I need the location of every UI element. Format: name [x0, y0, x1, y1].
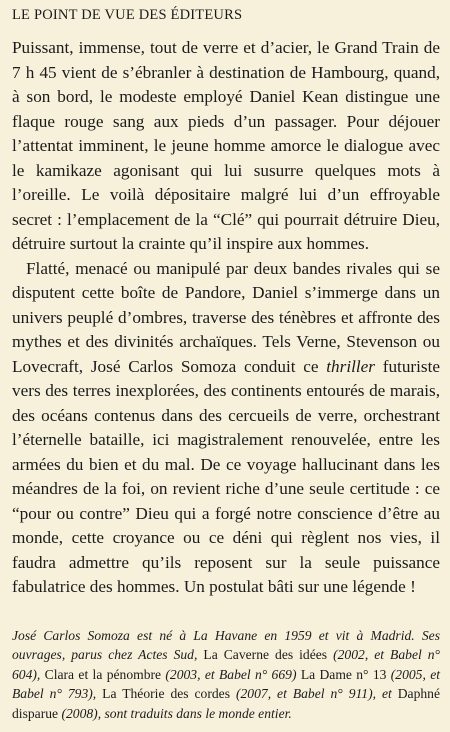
- book-title-4: La Théorie des cordes: [102, 686, 231, 702]
- book-title-2: Clara et la pénombre: [44, 666, 162, 682]
- book-title-3: La Dame n° 13: [300, 666, 387, 682]
- section-heading: LE POINT DE VUE DES ÉDITEURS: [12, 7, 243, 23]
- summary-paragraph-2: [12, 257, 440, 600]
- paragraph2-text-a: Flatté, menacé ou manipulé par deux bandes rivales qui se disputent cette boîte de Pandore, Daniel s’immerge dans un univers peuplé d’ombres, traverse des ténèbres et affronte des mythes et des divinités archaïques. Tels Verne, Stevenson ou Lovecraft, José Carlos Somoza conduit ce: [12, 258, 440, 376]
- bio-text-1: (2002, et Babel n° 604),: [12, 647, 440, 682]
- thriller-word: thriller: [326, 356, 375, 376]
- book-title-5: Daphné disparue: [12, 686, 441, 721]
- bio-text-4: (2007, et Babel n° 911), et: [230, 686, 398, 702]
- author-bio: [12, 626, 440, 724]
- book-title-1: La Caverne des idées: [203, 647, 328, 663]
- paragraph2-text-b: futuriste vers des terres inexplorées, des continents entourés de marais, des océans contenus dans des cercueils de verre, orchestrant l’éternelle bataille, ici magistralement renouvelée, entre les armées du bien et du mal. De ce voyage hallucinant dans les méandres de la foi, on revient riche d’une seule certitude : ce “pour ou contre” Dieu qui a forgé notre conscience d’être au monde, cette croyance ou ce déni qui règlent nos vies, il faudra admettre qu’ils reposent sur la seule puissance fabulatrice des hommes. Un postulat bâti sur une légende !: [12, 356, 440, 596]
- bio-text-2: (2003, et Babel n° 669): [161, 666, 301, 682]
- bio-text-3: (2005, et Babel n° 793),: [12, 666, 440, 702]
- bio-intro: José Carlos Somoza est né à La Havane en 1959 et vit à Madrid. Ses ouvrages, parus chez Actes Sud,: [12, 627, 440, 663]
- summary-paragraph-1: Puissant, immense, tout de verre et d’acier, le Grand Train de 7 h 45 vient de s’ébranler à destination de Hambourg, quand, à son bord, le modeste employé Daniel Kean distingue une flaque rouge sang aux pieds d’un passager. Pour déjouer l’attentat imminent, le jeune homme amorce le dialogue avec le kamikaze agonisant qui lui susurre quelques mots à l’oreille. Le voilà dépositaire malgré lui d’un effroyable secret : l’emplacement de la “Clé” qui pourrait détruire Dieu, détruire surtout la crainte qu’il inspire aux hommes.: [12, 38, 440, 253]
- bio-text-5: (2008), sont traduits dans le monde entier.: [58, 705, 292, 721]
